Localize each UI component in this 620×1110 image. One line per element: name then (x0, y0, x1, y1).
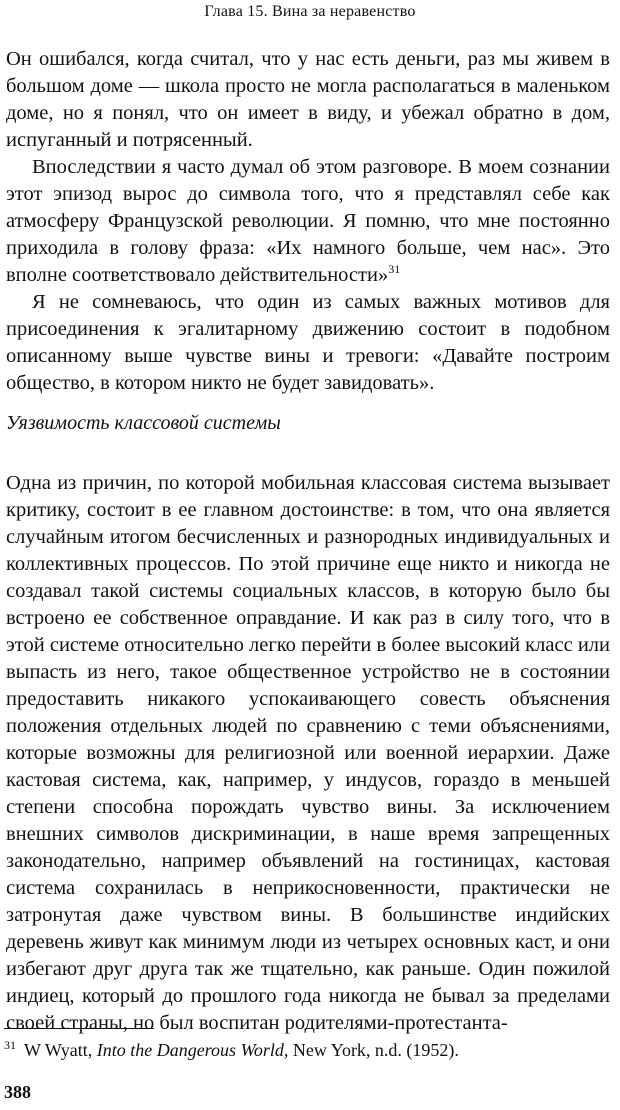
paragraph: Он ошибался, когда считал, что у нас есть деньги, раз мы живем в большом доме — школа просто не могла располагаться в маленьком доме, но я понял, что он имеет в виду, и убежал обратно в дом, испуганный и потрясенный. (6, 48, 610, 151)
paragraph: Я не сомневаюсь, что один из самых важных мотивов для присоединения к эгалитарному движению состоит в подобном описанному выше чувстве вины и тревоги: «Давайте построим общество, в котором никто не будет завидовать». (6, 291, 610, 394)
text-block-top (6, 46, 610, 397)
footnote-reference[interactable]: 31 (388, 262, 401, 277)
paragraph-text: Впоследствии я часто думал об этом разговоре. В моем сознании этот эпизод вырос до символа того, что я представлял себе как атмосферу Французской революции. Я помню, что мне постоянно приходила в голову фраза: «Их намного больше, чем нас». Это вполне соответствовало действительности» (6, 156, 610, 286)
section-subheading: Уязвимость классовой системы (6, 412, 281, 434)
paragraph: Одна из причин, по которой мобильная классовая система вызывает критику, состоит в ее главном достоинстве: в том, что она является случайным итогом бесчисленных и разнородных индивидуальных и коллективных процессов. По этой причине еще никто и никогда не создавал такой системы социальных классов, в которую было бы встроено ее собственное оправдание. И как раз в силу того, что в этой системе относительно легко перейти в более высокий класс или выпасть из него, такое общественное устройство не в состоянии предоставить никакого успокаивающего совесть объяснения положения отдельных людей по сравнению с теми объяснениями, которые возможны для религиозной или военной иерархии. Даже кастовая система, как, например, у индусов, гораздо в меньшей степени способна порождать чувство вины. За исключением внешних символов дискриминации, в наше время запрещенных законодательно, например объявлений на гостиницах, кастовая система сохранилась в неприкосновенности, практически не затронутая даже чувством вины. В большинстве индийских деревень живут как минимум люди из четырех основных каст, и они избегают друг друга так же тщательно, как раньше. Один пожилой индиец, который до прошлого года никогда не бывал за пределами своей страны, но был воспитан родителями-протестанта- (6, 472, 610, 1034)
paragraph-with-footnote (6, 154, 610, 289)
footnote-divider (4, 1028, 154, 1029)
page-number: 388 (4, 1082, 31, 1102)
footnote-number: 31 (4, 1038, 16, 1052)
text-block-main (6, 470, 610, 1037)
footnote-title: Into the Dangerous World, (96, 1040, 289, 1060)
running-head: Глава 15. Вина за неравенство (204, 3, 416, 20)
footnote-author: W Wyatt, (24, 1040, 93, 1060)
footnote (4, 1038, 614, 1062)
footnote-publication: New York, n.d. (1952). (292, 1040, 459, 1060)
